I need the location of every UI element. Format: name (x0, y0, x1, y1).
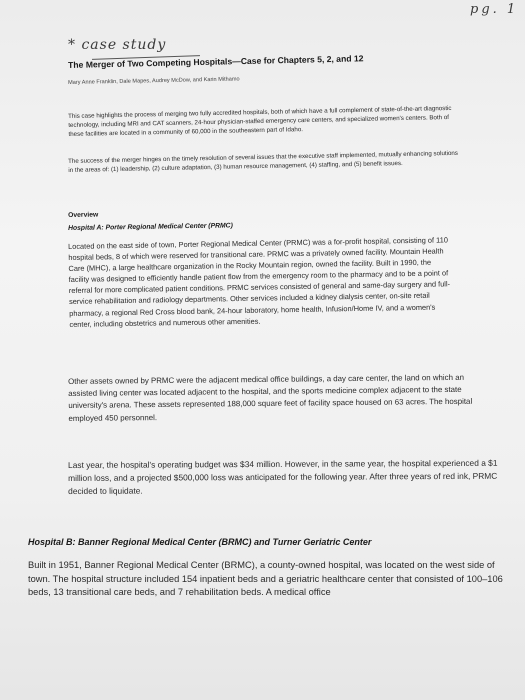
hospital-b-paragraph-1: Built in 1951, Banner Regional Medical Center (BRMC), a county-owned hospital, was located on the west side of town. The hospital structure included 154 inpatient beds and a geriatric healthcare center that consisted of 100–106 beds, 13 transitional care beds, and 7 rehabilitation beds. A medical office (28, 560, 503, 598)
document-authors: Mary Anne Franklin, Dale Mapes, Audrey McDow, and Karin Mithamo (68, 76, 240, 86)
overview-heading: Overview (68, 211, 99, 219)
hospital-a-heading: Hospital A: Porter Regional Medical Center (PRMC) (68, 222, 233, 232)
hospital-a-paragraph-1: Located on the east side of town, Porter Regional Medical Center (PRMC) was a for-profit hospital, consisting of 110 hospital beds, 8 of which were reserved for transitional care. PRMC was a privately owned facility. Mountain Health Care (MHC), a large healthcare organization in the Rocky Mountain region, owned the facility. Built in 1990, the facility was designed to efficiently handle patient flow from the emergency room to the pharmacy and to be a point of referral for more complicated patient conditions. PRMC services consisted of general and same-day surgery and full-service rehabilitation and radiology departments. Other services included a kidney dialysis center, on-site retail pharmacy, a regional Red Cross blood bank, 24-hour laboratory, home health, Infusion/Home IV, and a women's center, including obstetrics and numerous other amenities. (68, 235, 451, 329)
document-title: The Merger of Two Competing Hospitals—Case for Chapters 5, 2, and 12 (68, 53, 364, 70)
hospital-b-heading: Hospital B: Banner Regional Medical Center (BRMC) and Turner Geriatric Center (28, 537, 372, 547)
hospital-a-paragraph-3: Last year, the hospital's operating budget was $34 million. However, in the same year, the hospital experienced a $1 million loss, and a projected $500,000 loss was anticipated for the following year. After three years of red ink, PRMC decided to liquidate. (68, 457, 498, 496)
hospital-a-paragraph-2: Other assets owned by PRMC were the adjacent medical office buildings, a day care center, the land on which an assisted living center was located adjacent to the hospital, and the sports medicine complex adjacent to the state university's arena. These assets represented 188,000 square feet of facility space housed on 63 acres. The hospital employed 450 personnel. (68, 372, 473, 423)
handwritten-case-study-note: * case study (68, 37, 167, 53)
intro-paragraph-issues: The success of the merger hinges on the timely resolution of several issues that the executive staff implemented, mutually enhancing solutions in the areas of: (1) leadership, (2) culture adaptation, (3) human resource management, (4) staffing, and (5) benefit issues. (68, 149, 458, 175)
handwritten-page-number: pg. 1 (470, 2, 519, 17)
intro-paragraph: This case highlights the process of merging two fully accredited hospitals, both of which have a full complement of state-of-the-art diagnostic technology, including MRI and CAT scanners, 24-hour physician-staffed emergency care centers, and specialized women's centers. Both of these facilities are located in a community of 60,000 in the southeastern part of Idaho. (68, 104, 452, 139)
